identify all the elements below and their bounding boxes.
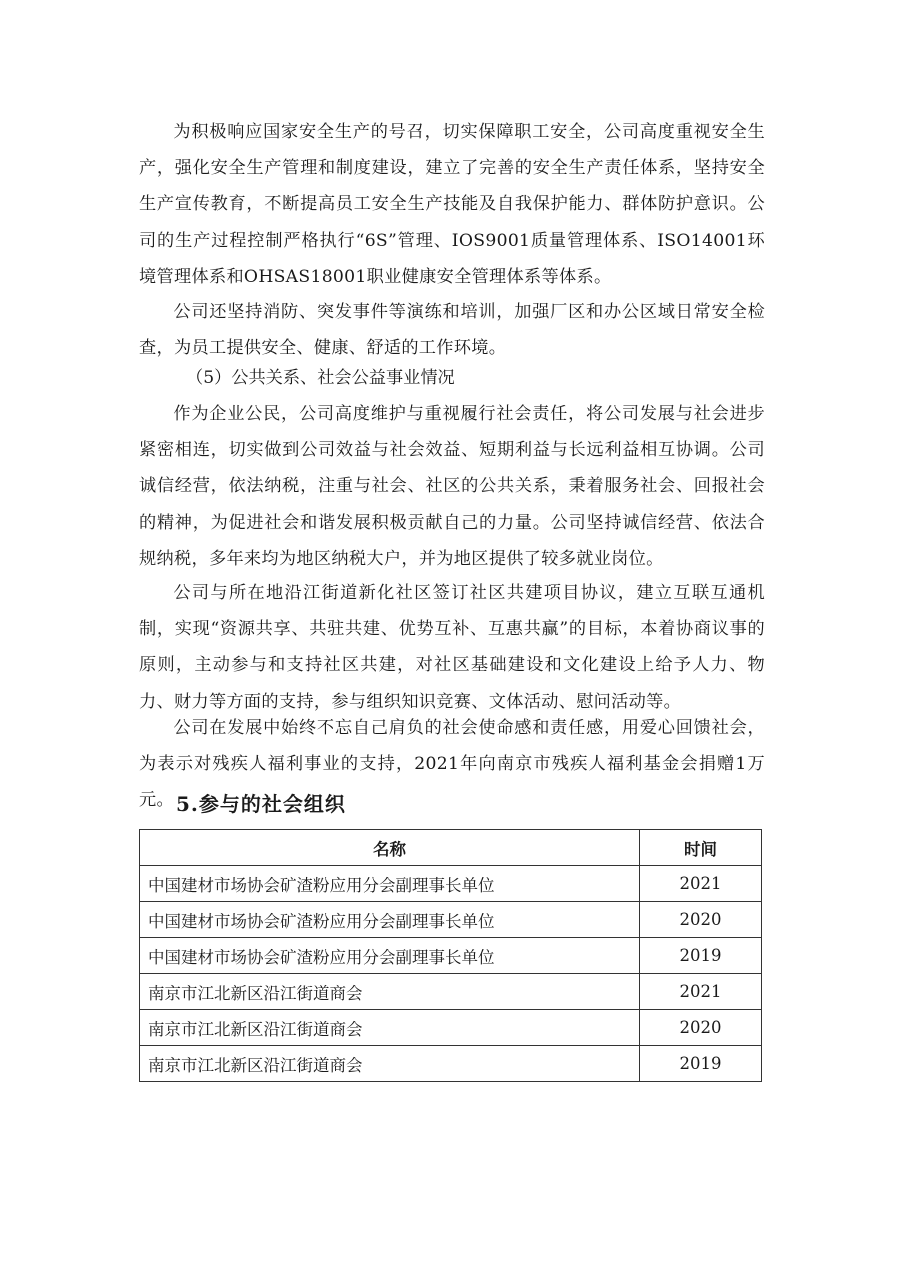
org-name-cell: 南京市江北新区沿江街道商会	[140, 1046, 640, 1082]
paragraph-text: 公司还坚持消防、突发事件等演练和培训，加强厂区和办公区域日常安全检查，为员工提供安全、健康、舒适的工作环境。	[139, 302, 765, 359]
org-name-cell: 中国建材市场协会矿渣粉应用分会副理事长单位	[140, 902, 640, 938]
table-row	[140, 866, 762, 902]
paragraph-text: 公司与所在地沿江街道新化社区签订社区共建项目协议，建立互联互通机制，实现“资源共享、共驻共建、优势互补、互惠共赢”的目标，本着协商议事的原则，主动参与和支持社区共建，对社区基础建设和文化建设上给予人力、物力、财力等方面的支持，参与组织知识竞赛、文体活动、慰问活动等。	[139, 583, 765, 712]
org-year-cell: 2021	[640, 866, 762, 902]
table-row	[140, 1010, 762, 1046]
paragraph-safety	[139, 114, 765, 295]
paragraph-text: 公司在发展中始终不忘自己肩负的社会使命感和责任感，用爱心回馈社会，为表示对残疾人福利事业的支持，2021年向南京市残疾人福利基金会捐赠1万元。	[139, 718, 765, 811]
paragraph-text: 为积极响应国家安全生产的号召，切实保障职工安全，公司高度重视安全生产，强化安全生产管理和制度建设，建立了完善的安全生产责任体系，坚持安全生产宣传教育，不断提高员工安全生产技能及自我保护能力、群体防护意识。公司的生产过程控制严格执行“6S”管理、IOS9001质量管理体系、ISO14001环境管理体系和OHSAS18001职业健康安全管理体系等体系。	[139, 122, 765, 287]
table-row	[140, 938, 762, 974]
table-row	[140, 902, 762, 938]
org-year-cell: 2019	[640, 1046, 762, 1082]
table-header-row	[140, 830, 762, 866]
org-name-cell: 中国建材市场协会矿渣粉应用分会副理事长单位	[140, 866, 640, 902]
org-name-cell: 中国建材市场协会矿渣粉应用分会副理事长单位	[140, 938, 640, 974]
paragraph-text: 作为企业公民，公司高度维护与重视履行社会责任，将公司发展与社会进步紧密相连，切实做到公司效益与社会效益、短期利益与长远利益相互协调。公司诚信经营，依法纳税，注重与社会、社区的公共关系，秉着服务社会、回报社会的精神，为促进社会和谐发展积极贡献自己的力量。公司坚持诚信经营、依法合规纳税，多年来均为地区纳税大户，并为地区提供了较多就业岗位。	[139, 404, 765, 569]
org-year-cell: 2019	[640, 938, 762, 974]
table-row	[140, 974, 762, 1010]
paragraph-community	[139, 575, 765, 720]
org-year-cell: 2020	[640, 1010, 762, 1046]
section-title: 5.参与的社会组织	[176, 792, 346, 816]
org-year-cell: 2020	[640, 902, 762, 938]
subheading-public-relations: （5）公共关系、社会公益事业情况	[186, 368, 455, 388]
column-header-time: 时间	[640, 830, 762, 866]
paragraph-drills	[139, 294, 765, 366]
org-name-cell: 南京市江北新区沿江街道商会	[140, 974, 640, 1010]
org-year-cell: 2021	[640, 974, 762, 1010]
paragraph-corporate-citizen	[139, 396, 765, 577]
column-header-name: 名称	[140, 830, 640, 866]
org-name-cell: 南京市江北新区沿江街道商会	[140, 1010, 640, 1046]
table-row	[140, 1046, 762, 1082]
organizations-table	[139, 829, 762, 1082]
